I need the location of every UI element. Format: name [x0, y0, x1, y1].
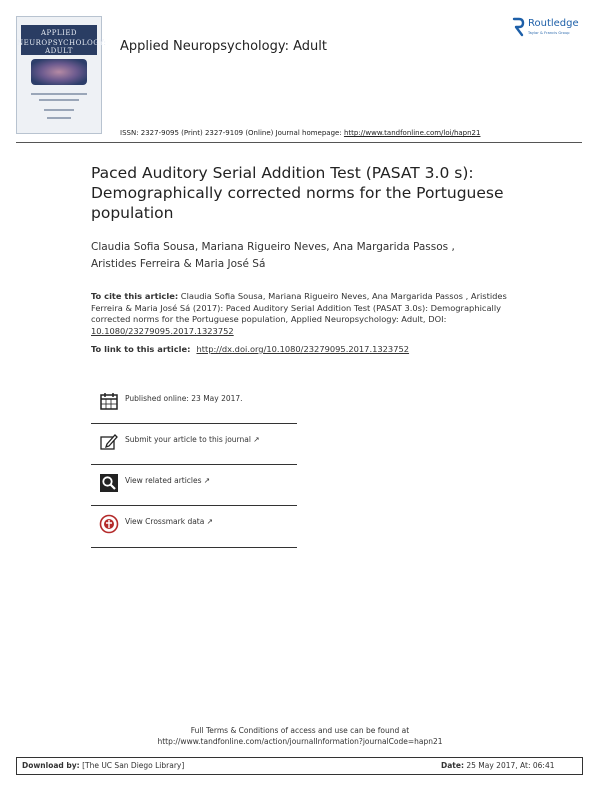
published-online-row: [91, 385, 297, 419]
citation-block: [91, 291, 511, 337]
article-doi-url-link[interactable]: http://dx.doi.org/10.1080/23279095.2017.1323752: [196, 344, 410, 354]
external-link-icon: ↗: [206, 517, 214, 526]
cite-text: Claudia Sofia Sousa, Mariana Rigueiro Neves, Ana Margarida Passos , Aristides Ferreira & Maria José Sá (2017): Paced Auditory Serial Addition Test (PASAT 3.0s): Demographically corrected norms for the Portuguese population, Applied Neuropsychology: Adult,: [91, 291, 507, 324]
search-icon: [99, 473, 119, 493]
authors-line-1: Claudia Sofia Sousa, Mariana Rigueiro Neves, Ana Margarida Passos ,: [91, 241, 455, 253]
doi-prefix: DOI:: [428, 314, 447, 324]
publisher-tagline: Taylor & Francis Group: [528, 31, 570, 35]
submit-article-link[interactable]: Submit your article to this journal ↗: [125, 435, 260, 444]
info-divider: [91, 464, 297, 465]
info-divider: [91, 547, 297, 548]
article-title: Paced Auditory Serial Addition Test (PASAT 3.0 s): Demographically corrected norms for the Portuguese population: [91, 164, 504, 222]
terms-line-1: Full Terms & Conditions of access and use can be found at: [190, 726, 410, 735]
related-articles-link[interactable]: View related articles ↗: [125, 476, 211, 485]
date-label: Date:: [441, 761, 464, 770]
cite-label: To cite this article:: [91, 291, 179, 301]
article-authors: [91, 239, 511, 273]
downloaded-by-label: Download by:: [22, 761, 80, 770]
downloaded-by: [22, 761, 184, 770]
routledge-logo-icon[interactable]: [511, 17, 525, 37]
journal-homepage-link[interactable]: http://www.tandfonline.com/loi/hapn21: [343, 129, 481, 137]
article-link-line: [91, 344, 409, 354]
doi-link[interactable]: 10.1080/23279095.2017.1323752: [91, 325, 234, 336]
edit-icon: [99, 432, 119, 452]
info-divider: [91, 423, 297, 424]
header-divider: [16, 142, 582, 143]
terms-url-link[interactable]: http://www.tandfonline.com/action/journalInformation?journalCode=hapn21: [157, 737, 443, 746]
download-date: [441, 761, 555, 770]
issn-line: [120, 129, 480, 137]
crossmark-link[interactable]: View Crossmark data ↗: [125, 517, 214, 526]
authors-line-2: Aristides Ferreira & Maria José Sá: [91, 258, 266, 270]
external-link-icon: ↗: [203, 476, 211, 485]
cover-brain-image: [31, 59, 87, 85]
related-articles-row[interactable]: [91, 467, 297, 501]
journal-title: Applied Neuropsychology: Adult: [120, 39, 327, 54]
published-online-text: Published online: 23 May 2017.: [125, 394, 243, 403]
crossmark-icon: [99, 514, 119, 534]
journal-cover-thumbnail: [16, 16, 107, 134]
cover-title-line2: NEUROPSYCHOLOGY: ADULT: [17, 39, 107, 55]
cover-title-line1: APPLIED: [40, 29, 78, 37]
downloaded-by-value: [The UC San Diego Library]: [82, 761, 185, 770]
submit-article-row[interactable]: [91, 426, 297, 460]
date-value: 25 May 2017, At: 06:41: [466, 761, 555, 770]
external-link-icon: ↗: [253, 435, 260, 444]
link-label: To link to this article:: [91, 344, 191, 354]
crossmark-row[interactable]: [91, 508, 297, 542]
issn-text: ISSN: 2327-9095 (Print) 2327-9109 (Online) Journal homepage:: [120, 129, 342, 137]
publisher-name: Routledge: [528, 18, 579, 29]
info-divider: [91, 505, 297, 506]
calendar-icon: [99, 391, 119, 411]
